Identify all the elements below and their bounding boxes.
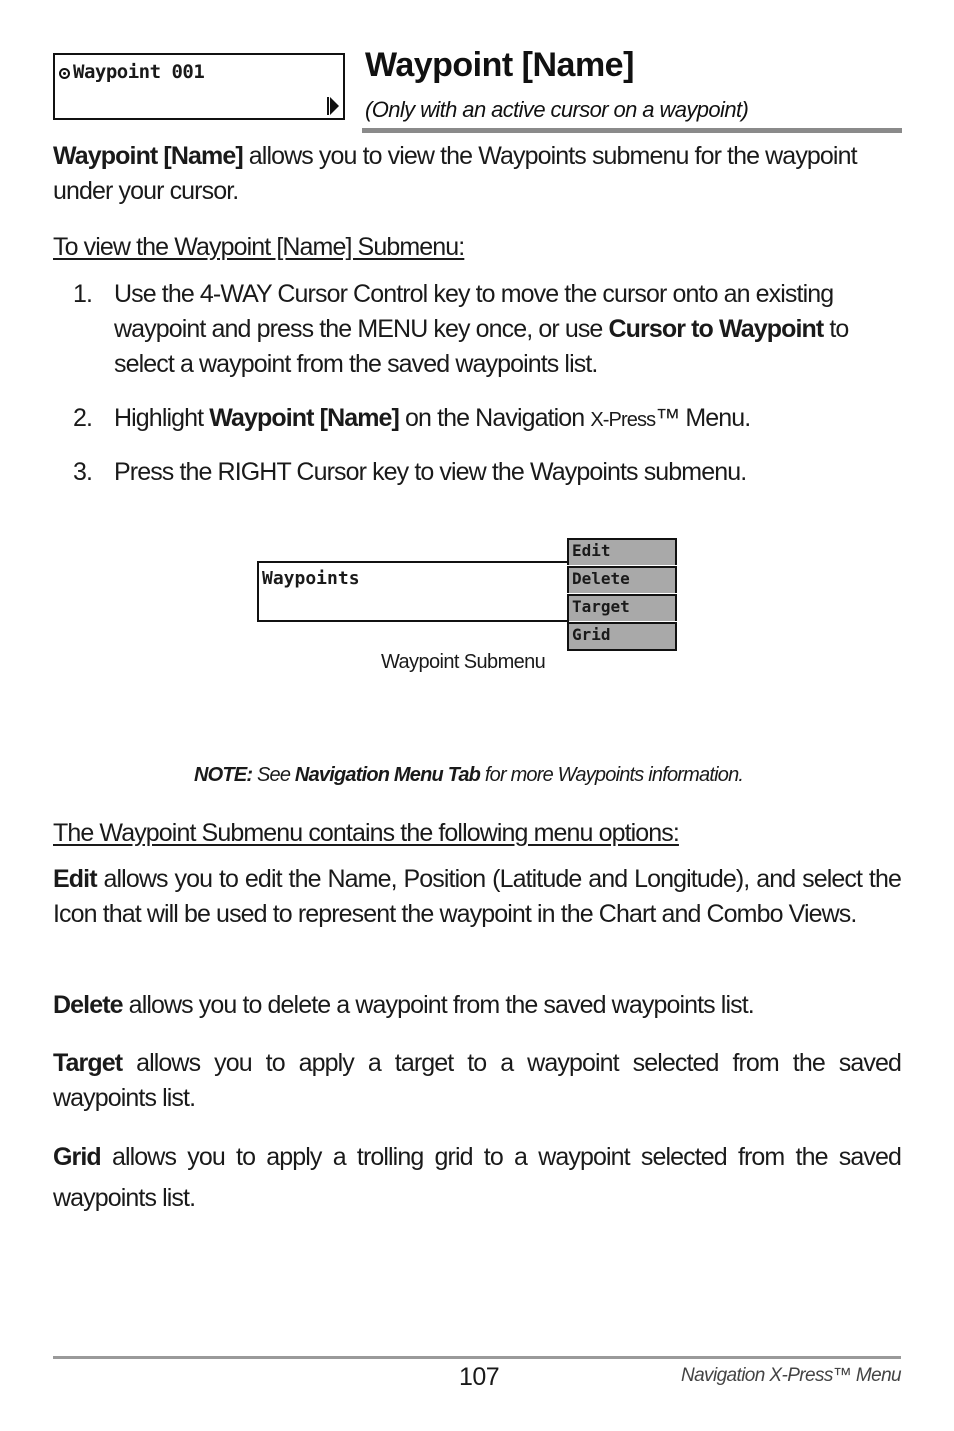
arrow-stem: [327, 97, 329, 115]
intro-paragraph: [53, 139, 901, 209]
step-number: 1.: [73, 280, 93, 308]
option-term: Grid: [53, 1143, 101, 1171]
step-number: 2.: [73, 404, 93, 432]
option-text: allows you to apply a trolling grid to a waypoint selected from the saved waypoints list.: [53, 1143, 901, 1212]
note-link-text: Navigation Menu Tab: [294, 764, 481, 786]
step-2-post: ™ Menu.: [655, 404, 751, 432]
option-term: Target: [53, 1049, 123, 1077]
waypoint-submenu: [567, 538, 677, 652]
step-text: [114, 401, 894, 438]
option-delete: [53, 988, 901, 1023]
waypoints-menu-label: Waypoints: [262, 568, 360, 589]
option-term: Delete: [53, 991, 123, 1019]
note-pre: See: [252, 764, 295, 786]
waypoint-menu-item[interactable]: [53, 53, 345, 120]
note: [194, 764, 743, 787]
step-2-pre: Highlight: [114, 404, 210, 432]
title-divider: [362, 128, 902, 133]
step-2-bold: Waypoint [Name]: [209, 404, 399, 432]
option-text: allows you to edit the Name, Position (Latitude and Longitude), and select the Icon that will be used to represent the waypoint in the Chart and Combo Views.: [53, 865, 901, 928]
waypoints-menu-item[interactable]: [257, 561, 569, 622]
waypoint-icon: [59, 68, 70, 79]
intro-text: allows you to view the Waypoints submenu for the waypoint under your cursor.: [53, 142, 857, 205]
submenu-item-edit[interactable]: Edit: [567, 538, 677, 565]
footer-section-title: Navigation X-Press™ Menu: [680, 1365, 901, 1386]
step-1-pre: Use the 4-WAY Cursor Control key to move the cursor onto an existing waypoint and press the MENU key once, or use: [114, 280, 834, 343]
step-text: Press the RIGHT Cursor key to view the Waypoints submenu.: [114, 458, 747, 486]
submenu-item-delete[interactable]: Delete: [567, 566, 677, 593]
intro-term: Waypoint [Name]: [53, 142, 243, 170]
submenu-item-grid[interactable]: Grid: [567, 622, 677, 651]
option-text: allows you to delete a waypoint from the saved waypoints list.: [122, 991, 754, 1019]
step-number: 3.: [73, 458, 93, 486]
submenu-item-target[interactable]: Target: [567, 594, 677, 621]
page-subtitle: (Only with an active cursor on a waypoint): [365, 97, 749, 122]
note-label: NOTE:: [194, 764, 253, 786]
page-title: Waypoint [Name]: [365, 46, 634, 84]
option-target: [53, 1046, 901, 1116]
step-2-xpress: X-Press: [590, 409, 656, 431]
option-grid: [53, 1137, 901, 1219]
waypoint-menu-text: Waypoint 001: [73, 61, 205, 83]
option-text: allows you to apply a target to a waypoint selected from the saved waypoints list.: [53, 1049, 901, 1112]
step-1-post: to select a waypoint from the saved waypoints list.: [114, 315, 849, 378]
options-heading: The Waypoint Submenu contains the following menu options:: [53, 819, 679, 847]
step-text: [114, 277, 894, 382]
page-number: 107: [459, 1363, 500, 1391]
right-arrow-icon: [330, 97, 339, 115]
step-1-bold: Cursor to Waypoint: [608, 315, 824, 343]
note-post: for more Waypoints information.: [480, 764, 744, 786]
waypoint-menu-label: [59, 61, 204, 83]
step-2-mid: on the Navigation: [398, 404, 591, 432]
option-term: Edit: [53, 865, 97, 893]
footer-divider: [53, 1356, 901, 1359]
figure-caption: Waypoint Submenu: [381, 651, 546, 673]
procedure-heading: To view the Waypoint [Name] Submenu:: [53, 233, 465, 261]
option-edit: [53, 862, 901, 932]
